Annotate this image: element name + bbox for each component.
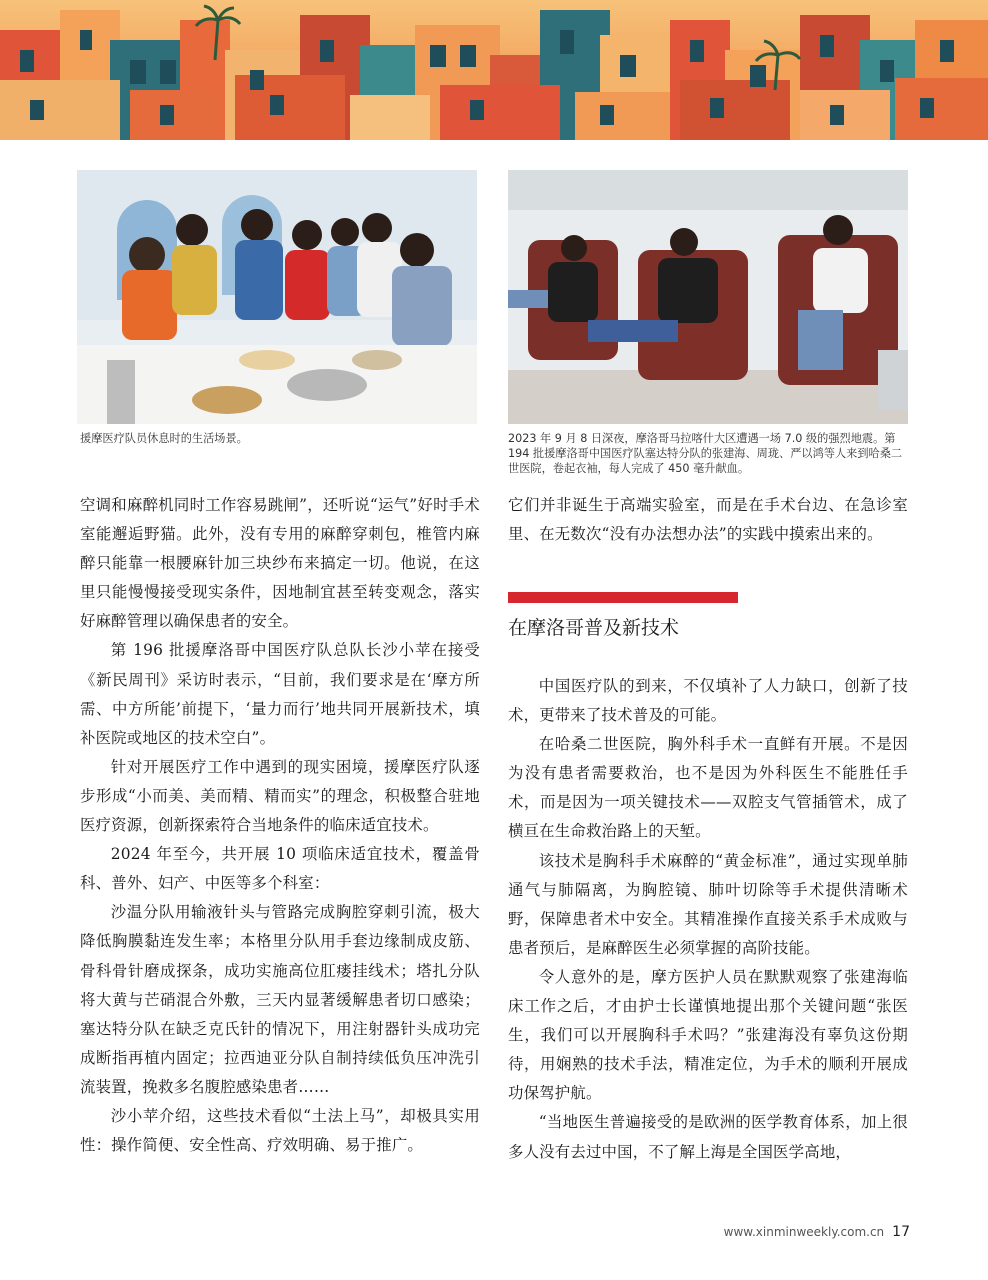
article-column-right [508,672,908,1167]
paragraph: 针对开展医疗工作中遇到的现实困境，援摩医疗队逐步形成“小而美、美而精、精而实”的理念，积极整合驻地医疗资源，创新探索符合当地条件的临床适宜技术。 [80,757,480,835]
photo-caption-left: 援摩医疗队员休息时的生活场景。 [80,432,248,445]
photo-medical-team-cooking [77,170,477,424]
paragraph: 它们并非诞生于高端实验室，而是在手术台边、在急诊室里、在无数次“没有办法想办法”的实践中摸索出来的。 [508,496,908,544]
header-illustration [0,0,988,140]
paragraph: 令人意外的是，摩方医护人员在默默观察了张建海临床工作之后，才由护士长谨慎地提出那个关键问题“张医生，我们可以开展胸科手术吗？”张建海没有辜负这份期待，用娴熟的技术手法，精准定位，为手术的顺利开展成功保驾护航。 [508,967,908,1103]
paragraph: 沙温分队用输液针头与管路完成胸腔穿刺引流，极大降低胸膜黏连发生率；本格里分队用手套边缘制成皮筋、骨科骨针磨成探条，成功实施高位肛瘘挂线术；塔扎分队将大黄与芒硝混合外敷，三天内显著缓解患者切口感染；塞达特分队在缺乏克氏针的情况下，用注射器针头成功完成断指再植内固定；拉西迪亚分队自制持续低负压冲洗引流装置，挽救多名腹腔感染患者…… [80,903,480,1096]
paragraph: 空调和麻醉机同时工作容易跳闸”，还听说“运气”好时手术室能邂逅野猫。此外，没有专用的麻醉穿刺包，椎管内麻醉只能靠一根腰麻针加三块纱布来搞定一切。他说，在这里只能慢慢接受现实条件，因地制宜甚至转变观念，落实好麻醉管理以确保患者的安全。 [80,496,480,631]
page-footer [724,1224,910,1240]
photo-caption-right: 2023 年 9 月 8 日深夜，摩洛哥马拉喀什大区遭遇一场 7.0 级的强烈地震。第 194 批援摩洛哥中国医疗队塞达特分队的张建海、周珑、严以鸿等人来到哈桑二世医院，卷起衣袖，每人完成了 450 毫升献血。 [508,432,903,475]
paragraph: 沙小苹介绍，这些技术看似“土法上马”，却极具实用性：操作简便、安全性高、疗效明确、易于推广。 [80,1106,480,1155]
section-heading: 在摩洛哥普及新技术 [508,617,680,639]
photo-blood-donation [508,170,908,424]
article-column-left [80,491,480,1160]
page-number: 17 [892,1224,910,1240]
website-url: www.xinminweekly.com.cn [723,1225,885,1239]
section-accent-bar [508,592,738,603]
paragraph: 第 196 批援摩洛哥中国医疗队总队长沙小苹在接受《新民周刊》采访时表示，“目前，我们要求是在‘摩方所需、中方所能’前提下，‘量力而行’地共同开展新技术，填补医院或地区的技术空白”。 [80,641,480,747]
paragraph: 在哈桑二世医院，胸外科手术一直鲜有开展。不是因为没有患者需要救治，也不是因为外科医生不能胜任手术，而是因为一项关键技术——双腔支气管插管术，成了横亘在生命救治路上的天堑。 [508,735,908,841]
article-column-right-top [508,491,908,549]
paragraph: 2024 年至今，共开展 10 项临床适宜技术，覆盖骨科、普外、妇产、中医等多个科室： [80,845,480,893]
paragraph: 该技术是胸科手术麻醉的“黄金标准”，通过实现单肺通气与肺隔离，为胸腔镜、肺叶切除等手术提供清晰术野，保障患者术中安全。其精准操作直接关系手术成败与患者预后，是麻醉医生必须掌握的高阶技能。 [508,851,908,957]
paragraph: “当地医生普遍接受的是欧洲的医学教育体系，加上很多人没有去过中国，不了解上海是全国医学高地， [508,1113,908,1161]
town-illustration [0,0,988,140]
paragraph: 中国医疗队的到来，不仅填补了人力缺口，创新了技术，更带来了技术普及的可能。 [508,677,908,725]
